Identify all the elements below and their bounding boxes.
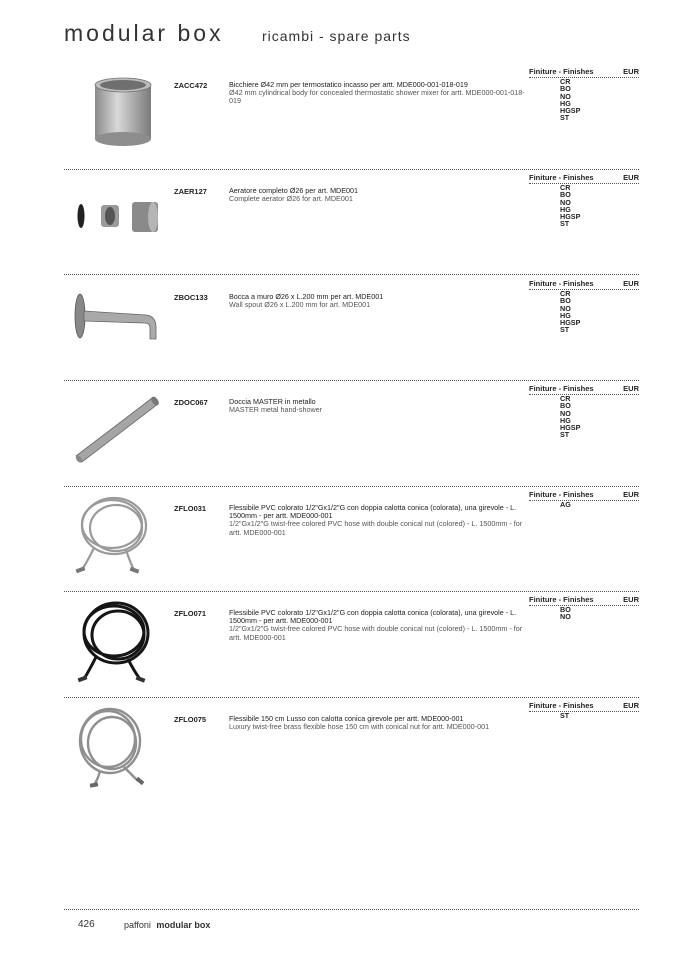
finishes-rule xyxy=(529,183,639,184)
finishes-label: Finiture - Finishes xyxy=(529,279,594,288)
finish-code: AG xyxy=(560,500,571,509)
product-description xyxy=(229,187,534,203)
product-code: ZAER127 xyxy=(174,187,207,196)
page-number: 426 xyxy=(78,919,95,930)
finishes-rule xyxy=(529,500,639,501)
finish-code: HGSP xyxy=(560,318,581,328)
footer-brand-name: paffoni xyxy=(124,920,151,930)
finish-code: CR xyxy=(560,394,571,403)
product-row xyxy=(64,701,639,806)
finishes-label: Finiture - Finishes xyxy=(529,173,594,182)
footer-brand xyxy=(124,920,210,930)
section-divider xyxy=(64,169,639,170)
finishes-list xyxy=(560,712,569,719)
finish-code: CR xyxy=(560,289,571,298)
finish-code: HG xyxy=(560,98,571,108)
product-row xyxy=(64,67,639,172)
description-italian: Aeratore completo Ø26 per art. MDE001 xyxy=(229,186,359,195)
finishes-label: Finiture - Finishes xyxy=(529,701,594,710)
finish-code: BO xyxy=(560,605,571,614)
finish-code: HG xyxy=(560,310,571,320)
section-divider xyxy=(64,697,639,698)
product-row xyxy=(64,279,639,384)
product-code: ZFLO075 xyxy=(174,715,207,724)
finish-code: NO xyxy=(560,91,571,101)
section-divider xyxy=(64,486,639,487)
finishes-list xyxy=(560,395,580,439)
currency-label: EUR xyxy=(623,490,639,499)
page-header xyxy=(64,20,624,52)
finish-code: BO xyxy=(560,84,571,94)
finish-code: NO xyxy=(560,408,571,418)
section-divider xyxy=(64,380,639,381)
finishes-label: Finiture - Finishes xyxy=(529,490,594,499)
description-english: Ø42 mm cylindrical body for concealed thermostatic shower mixer for artt. MDE000-001-018-019 xyxy=(229,88,525,106)
finish-code: HGSP xyxy=(560,106,581,116)
product-row xyxy=(64,384,639,489)
product-code: ZFLO031 xyxy=(174,504,207,513)
product-code: ZACC472 xyxy=(174,81,208,90)
finishes-label: Finiture - Finishes xyxy=(529,384,594,393)
product-description xyxy=(229,504,534,537)
description-italian: Bicchiere Ø42 mm per termostatico incasso per artt. MDE000-001-018-019 xyxy=(229,80,468,89)
finish-code: HG xyxy=(560,415,571,425)
finish-code: CR xyxy=(560,183,571,192)
section-title: ricambi - spare parts xyxy=(262,28,411,44)
description-italian: Flessibile 150 cm Lusso con calotta conica girevole per artt. MDE000-001 xyxy=(229,714,464,723)
footer-divider xyxy=(64,909,639,910)
description-italian: Doccia MASTER in metallo xyxy=(229,397,316,406)
product-row xyxy=(64,173,639,278)
finishes-list xyxy=(560,501,571,508)
product-description xyxy=(229,293,534,309)
currency-label: EUR xyxy=(623,67,639,76)
finish-code: BO xyxy=(560,296,571,306)
product-description xyxy=(229,715,534,731)
currency-label: EUR xyxy=(623,173,639,182)
description-italian: Flessibile PVC colorato 1/2"Gx1/2"G con doppia calotta conica (colorata), una girevole - L. 1500mm - per artt. MDE000-001 xyxy=(229,503,517,521)
section-divider xyxy=(64,274,639,275)
product-row xyxy=(64,595,639,700)
finishes-rule xyxy=(529,77,639,78)
finishes-list xyxy=(560,606,571,621)
finish-code: HGSP xyxy=(560,423,581,433)
finishes-rule xyxy=(529,711,639,712)
finish-code: ST xyxy=(560,430,570,440)
brand-title: modular box xyxy=(64,20,224,46)
hand-shower-icon xyxy=(64,384,164,484)
finish-code: BO xyxy=(560,190,571,200)
finish-code: ST xyxy=(560,219,570,229)
aerator-icon xyxy=(64,173,164,273)
product-row xyxy=(64,490,639,595)
footer-collection-name: modular box xyxy=(156,920,211,930)
finish-code: ST xyxy=(560,711,570,720)
finish-code: HG xyxy=(560,204,571,214)
product-description xyxy=(229,609,534,642)
finish-code: ST xyxy=(560,325,570,335)
finishes-label: Finiture - Finishes xyxy=(529,67,594,76)
section-divider xyxy=(64,591,639,592)
finish-code: NO xyxy=(560,303,571,313)
finishes-rule xyxy=(529,289,639,290)
product-code: ZDOC067 xyxy=(174,398,208,407)
finishes-rule xyxy=(529,605,639,606)
description-english: 1/2"Gx1/2"G twist-free colored PVC hose with double conical nut (colored) - L. 1500mm - for artt. MDE000-001 xyxy=(229,519,523,537)
silver-hose-icon xyxy=(64,490,164,590)
product-description xyxy=(229,81,534,106)
black-hose-icon xyxy=(64,595,164,695)
description-english: Wall spout Ø26 x L.200 mm for art. MDE001 xyxy=(229,300,371,310)
description-italian: Bocca a muro Ø26 x L.200 mm per art. MDE001 xyxy=(229,292,384,301)
description-english: MASTER metal hand-shower xyxy=(229,405,323,415)
finishes-list xyxy=(560,290,580,334)
finishes-list xyxy=(560,184,580,228)
currency-label: EUR xyxy=(623,701,639,710)
product-description xyxy=(229,398,534,414)
currency-label: EUR xyxy=(623,384,639,393)
finish-code: NO xyxy=(560,612,571,622)
finish-code: BO xyxy=(560,401,571,411)
wall-spout-icon xyxy=(64,279,164,379)
finishes-label: Finiture - Finishes xyxy=(529,595,594,604)
product-code: ZBOC133 xyxy=(174,293,208,302)
description-english: Complete aerator Ø26 for art. MDE001 xyxy=(229,194,353,204)
product-code: ZFLO071 xyxy=(174,609,207,618)
finish-code: NO xyxy=(560,197,571,207)
description-english: 1/2"Gx1/2"G twist-free colored PVC hose with double conical nut (colored) - L. 1500mm - for artt. MDE000-001 xyxy=(229,624,523,642)
cylindrical-body-icon xyxy=(64,67,164,167)
description-italian: Flessibile PVC colorato 1/2"Gx1/2"G con doppia calotta conica (colorata), una girevole - L. 1500mm - per artt. MDE000-001 xyxy=(229,608,517,626)
description-english: Luxury twist-free brass flexible hose 150 cm with conical nut for artt. MDE000-001 xyxy=(229,722,490,732)
currency-label: EUR xyxy=(623,279,639,288)
finishes-list xyxy=(560,78,580,122)
finish-code: HGSP xyxy=(560,212,581,222)
finish-code: ST xyxy=(560,113,570,123)
finish-code: CR xyxy=(560,77,571,86)
currency-label: EUR xyxy=(623,595,639,604)
finishes-rule xyxy=(529,394,639,395)
luxury-hose-icon xyxy=(64,701,164,801)
